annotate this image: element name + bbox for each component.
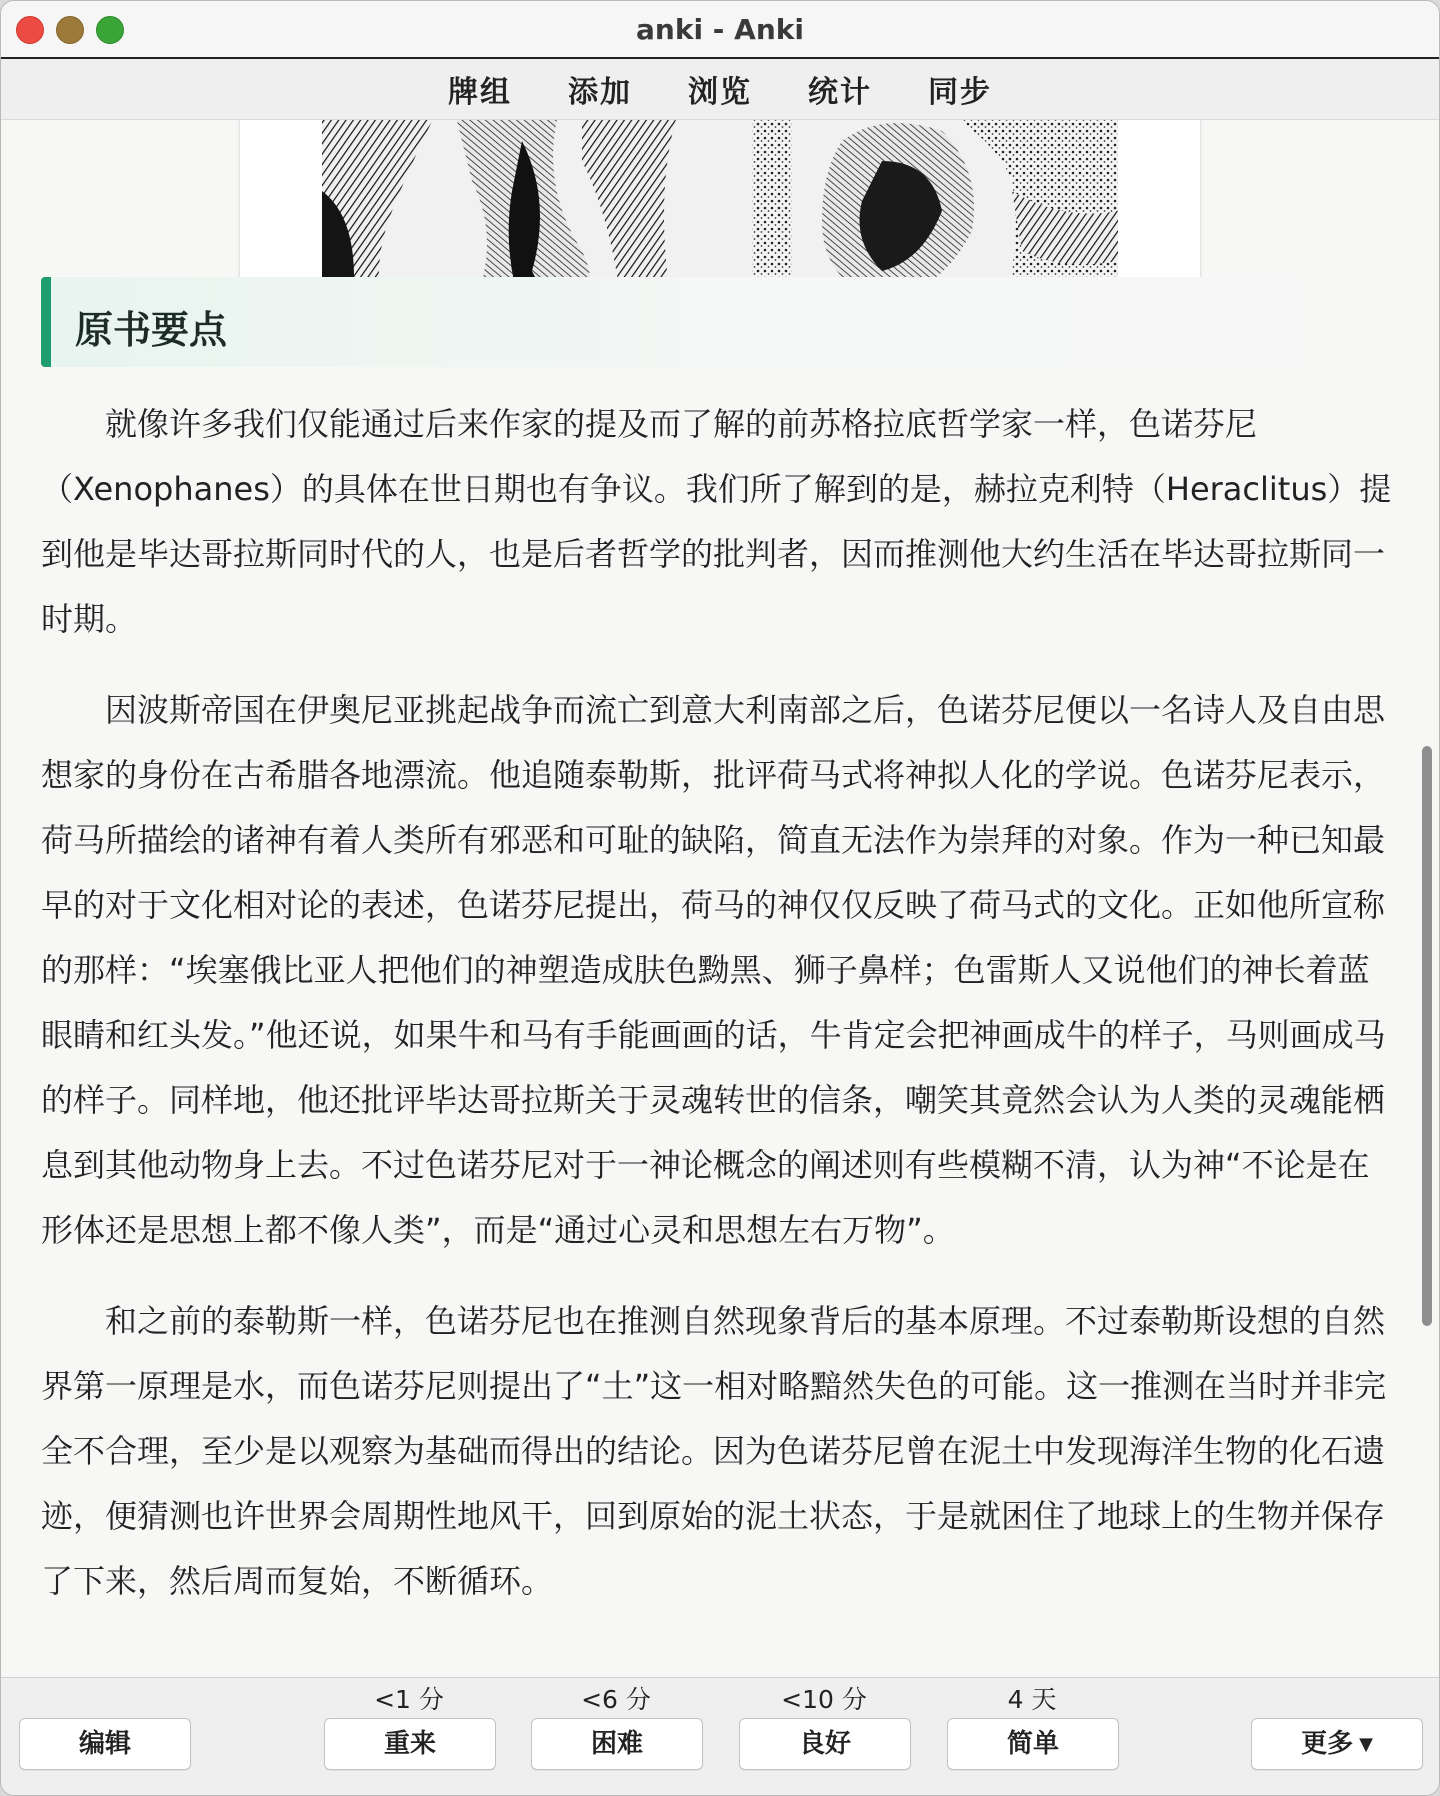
section-heading	[41, 277, 1351, 367]
hard-interval: <6 分	[581, 1685, 651, 1714]
easy-interval: 4 天	[1007, 1685, 1057, 1714]
edit-button[interactable]: 编辑	[19, 1718, 191, 1770]
paragraph: 就像许多我们仅能通过后来作家的提及而了解的前苏格拉底哲学家一样，色诺芬尼（Xenophanes）的具体在世日期也有争议。我们所了解到的是，赫拉克利特（Heraclitus）提到他是毕达哥拉斯同时代的人，也是后者哲学的批判者，因而推测他大约生活在毕达哥拉斯同一时期。	[41, 405, 1392, 638]
easy-button[interactable]: 简单	[947, 1718, 1119, 1770]
more-button[interactable]	[1251, 1718, 1423, 1770]
window-title: anki - Anki	[636, 13, 804, 46]
reviewer-bottom-bar	[1, 1677, 1439, 1796]
hard-button[interactable]: 困难	[531, 1718, 703, 1770]
paragraph: 和之前的泰勒斯一样，色诺芬尼也在推测自然现象背后的基本原理。不过泰勒斯设想的自然界第一原理是水，而色诺芬尼则提出了“土”这一相对略黯然失色的可能。这一推测在当时并非完全不合理，至少是以观察为基础而得出的结论。因为色诺芬尼曾在泥土中发现海洋生物的化石遗迹，便猜测也许世界会周期性地风干，回到原始的泥土状态，于是就困住了地球上的生物并保存了下来，然后周而复始，不断循环。	[41, 1302, 1387, 1600]
toolbar-decks[interactable]: 牌组	[448, 75, 512, 110]
again-button[interactable]: 重来	[324, 1718, 496, 1770]
toolbar-add[interactable]: 添加	[568, 75, 632, 110]
section-heading-text: 原书要点	[75, 308, 228, 352]
vertical-scrollbar[interactable]	[1419, 120, 1435, 1677]
title-bar	[1, 1, 1439, 59]
paragraph: 因波斯帝国在伊奥尼亚挑起战争而流亡到意大利南部之后，色诺芬尼便以一名诗人及自由思想家的身份在古希腊各地漂流。他追随泰勒斯，批评荷马式将神拟人化的学说。色诺芬尼表示，荷马所描绘的诸神有着人类所有邪恶和可耻的缺陷，简直无法作为崇拜的对象。作为一种已知最早的对于文化相对论的表述，色诺芬尼提出，荷马的神仅仅反映了荷马式的文化。正如他所宣称的那样：“埃塞俄比亚人把他们的神塑造成肤色黝黑、狮子鼻样；色雷斯人又说他们的神长着蓝眼睛和红头发。”他还说，如果牛和马有手能画画的话，牛肯定会把神画成牛的样子，马则画成马的样子。同样地，他还批评毕达哥拉斯关于灵魂转世的信条，嘲笑其竟然会认为人类的灵魂能栖息到其他动物身上去。不过色诺芬尼对于一神论概念的阐述则有些模糊不清，认为神“不论是在形体还是思想上都不像人类”，而是“通过心灵和思想左右万物”。	[41, 691, 1386, 1249]
good-button[interactable]: 良好	[739, 1718, 911, 1770]
toolbar-stats[interactable]: 统计	[808, 75, 872, 110]
caret-down-icon: ▼	[1359, 1734, 1373, 1755]
card-content	[1, 120, 1423, 1677]
toolbar-sync[interactable]: 同步	[928, 75, 992, 110]
again-interval: <1 分	[374, 1685, 444, 1714]
card-text	[41, 392, 1401, 1640]
toolbar-browse[interactable]: 浏览	[688, 75, 752, 110]
scrollbar-thumb[interactable]	[1422, 746, 1432, 1326]
more-button-label: 更多	[1301, 1729, 1354, 1759]
main-toolbar	[1, 59, 1439, 120]
good-interval: <10 分	[781, 1685, 867, 1714]
